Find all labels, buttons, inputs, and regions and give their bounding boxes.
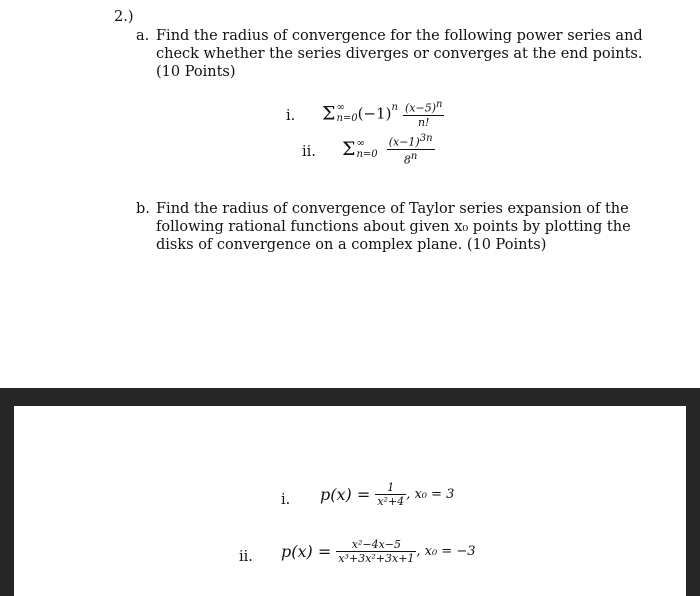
function-ii-numerator: x²−4x−5 [336,538,416,552]
function-ii-lhs: p(x) = [281,542,332,561]
function-i-point: , x₀ = 3 [406,487,455,502]
problem-number: 2.) [114,9,134,25]
series-i-formula [322,98,444,132]
function-ii-denominator: x³+3x²+3x+1 [338,552,415,565]
part-a-label: a. [136,28,150,44]
series-i-label: i. [286,108,296,124]
sum-lower: n=0 [356,149,378,161]
part-a-line-1: Find the radius of convergence for the following power series and [156,28,643,44]
series-ii-label: ii. [302,144,316,160]
series-i-denominator: n! [417,115,430,129]
sum-upper: ∞ [356,138,365,150]
sign-factor: (−1) [357,104,392,123]
part-b-line-3: disks of convergence on a complex plane. (10 Points) [156,237,547,253]
series-i-numerator-exp: n [436,99,443,110]
part-a-line-3: (10 Points) [156,64,236,80]
sum-lower: n=0 [336,113,358,125]
series-i-numerator: (x−5) [405,101,437,115]
sum-symbol: Σ [322,102,336,125]
function-ii-formula [281,538,476,565]
function-i-label: i. [281,492,291,508]
series-i-fraction [403,98,444,129]
function-ii-label: ii. [239,549,253,565]
sum-upper: ∞ [336,102,345,114]
part-b-label: b. [136,201,150,217]
function-i-fraction [375,481,406,508]
series-ii-fraction [387,132,435,166]
divider-band [0,388,700,406]
sum-symbol: Σ [342,138,356,161]
function-i-numerator: 1 [375,481,406,495]
function-ii-fraction [336,538,416,565]
part-b-line-1: Find the radius of convergence of Taylor series expansion of the [156,201,629,217]
series-ii-denominator-exp: n [410,150,418,162]
function-ii-point: , x₀ = −3 [416,544,476,559]
series-ii-formula [342,132,435,166]
function-i-denominator: x²+4 [377,495,405,508]
series-ii-numerator: (x−1) [388,135,420,149]
left-edge [0,406,14,596]
part-a-line-2: check whether the series diverges or converges at the end points. [156,46,643,62]
series-ii-numerator-exp: 3n [419,133,433,144]
series-ii-denominator: 8 [403,153,411,167]
function-i-lhs: p(x) = [320,485,371,504]
right-edge [686,406,700,596]
function-i-formula [320,481,454,508]
part-b-line-2: following rational functions about given x₀ points by plotting the [156,219,631,235]
sign-factor-exp: n [391,101,398,113]
